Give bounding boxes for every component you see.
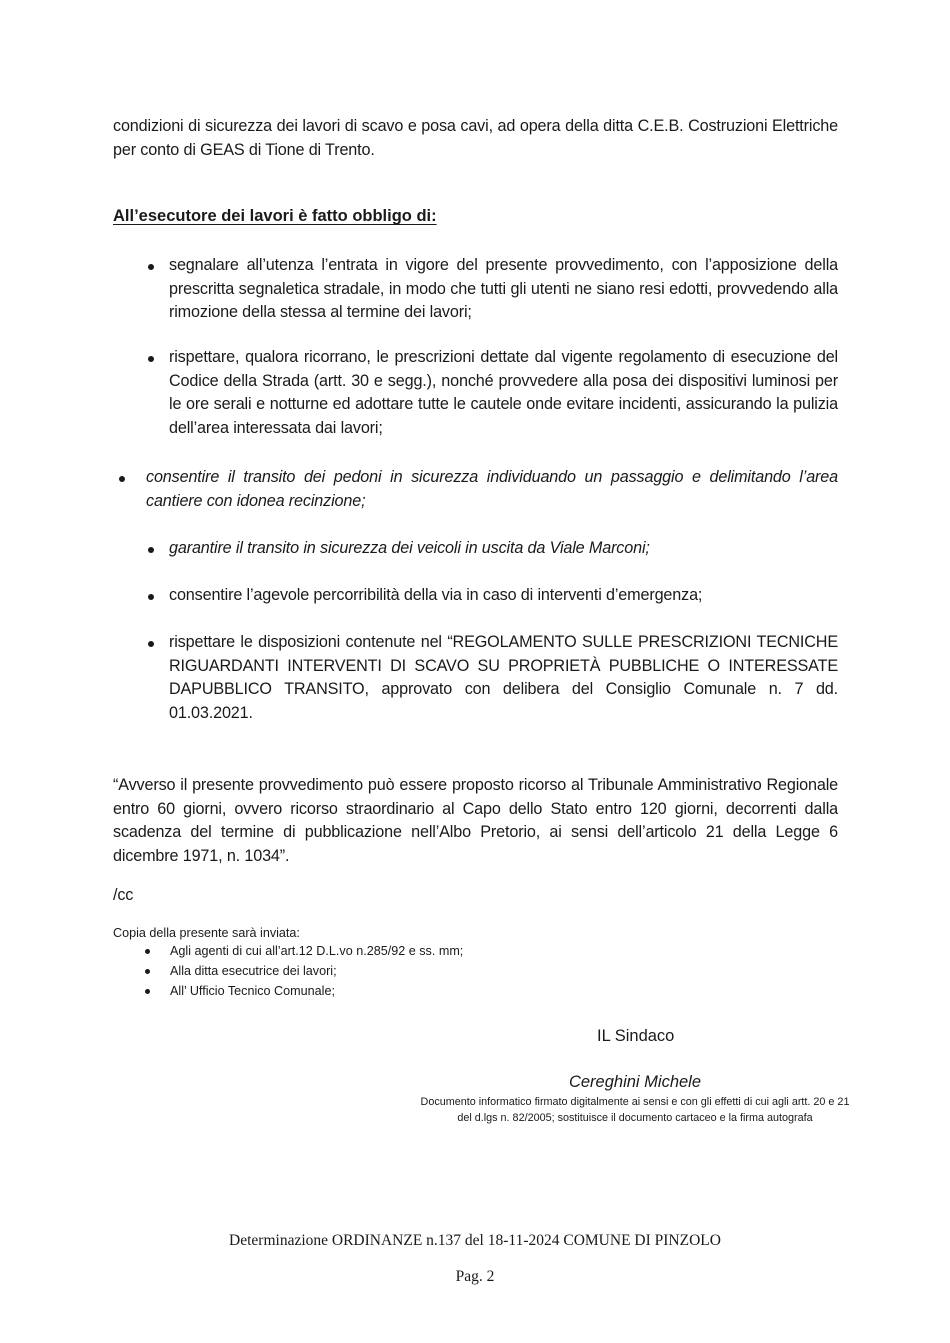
- page-number: Pag. 2: [455, 1268, 495, 1285]
- obligation-text: consentire il transito dei pedoni in sicurezza individuando un passaggio e delimitando l’area cantiere con idonea recinzione;: [146, 468, 838, 510]
- obligation-text: segnalare all’utenza l’entrata in vigore del presente provvedimento, con l’apposizione della prescritta segnaletica stradale, in modo che tutti gli utenti ne siano resi edotti, provvedendo alla rimozione della stessa al termine dei lavori;: [169, 256, 838, 321]
- bullet-icon: [119, 476, 125, 482]
- obligation-text: rispettare le disposizioni contenute nel “REGOLAMENTO SULLE PRESCRIZIONI TECNICHE RIGUARDANTI INTERVENTI DI SCAVO SU PROPRIETÀ PUBBLICHE O INTERESSATE DAPUBBLICO TRANSITO, approvato con delibera del Consiglio Comunale n. 7 dd. 01.03.2021.: [169, 633, 838, 722]
- bullet-icon: [145, 989, 150, 994]
- recipient-text: All’ Ufficio Tecnico Comunale;: [170, 984, 335, 998]
- obligation-text: garantire il transito in sicurezza dei veicoli in uscita da Viale Marconi;: [169, 539, 650, 557]
- bullet-icon: [148, 356, 154, 362]
- obligations-heading: All’esecutore dei lavori è fatto obbligo di:: [113, 207, 437, 225]
- obligation-text: rispettare, qualora ricorrano, le prescrizioni dettate dal vigente regolamento di esecuzione del Codice della Strada (artt. 30 e segg.), nonché provvedere alla posa dei dispositivi luminosi per le ore serali e notturne ed adottare tutte le cautele onde evitare incidenti, assicurando la pulizia dell’area interessata dai lavori;: [169, 348, 838, 437]
- obligation-text: consentire l’agevole percorribilità della via in caso di interventi d’emergenza;: [169, 586, 703, 604]
- bullet-icon: [148, 264, 154, 270]
- bullet-icon: [148, 641, 154, 647]
- bullet-icon: [148, 547, 154, 553]
- bullet-icon: [148, 594, 154, 600]
- signatory-role: IL Sindaco: [597, 1027, 675, 1045]
- initials: /cc: [113, 886, 134, 904]
- footer-reference: Determinazione ORDINANZE n.137 del 18-11-2024 COMUNE DI PINZOLO: [229, 1232, 721, 1249]
- recipient-text: Agli agenti di cui all’art.12 D.L.vo n.285/92 e ss. mm;: [170, 944, 464, 958]
- signatory-name: Cereghini Michele: [568, 1073, 702, 1091]
- intro-paragraph: condizioni di sicurezza dei lavori di scavo e posa cavi, ad opera della ditta C.E.B. Costruzioni Elettriche per conto di GEAS di Tione di Trento.: [113, 117, 838, 159]
- copy-to-label: Copia della presente sarà inviata:: [113, 926, 300, 940]
- appeal-paragraph: “Avverso il presente provvedimento può essere proposto ricorso al Tribunale Amministrativo Regionale entro 60 giorni, ovvero ricorso straordinario al Capo dello Stato entro 120 giorni, decorrenti dalla scadenza del termine di pubblicazione nell’Albo Pretorio, ai sensi dell’articolo 21 della Legge 6 dicembre 1971, n. 1034”.: [113, 776, 838, 865]
- recipient-text: Alla ditta esecutrice dei lavori;: [170, 964, 337, 978]
- digital-signature-note: Documento informatico firmato digitalmente ai sensi e con gli effetti di cui agli artt. 20 e 21 del d.lgs n. 82/2005; sostituisce il documento cartaceo e la firma autografa: [420, 1096, 850, 1124]
- bullet-icon: [145, 949, 150, 954]
- bullet-icon: [145, 969, 150, 974]
